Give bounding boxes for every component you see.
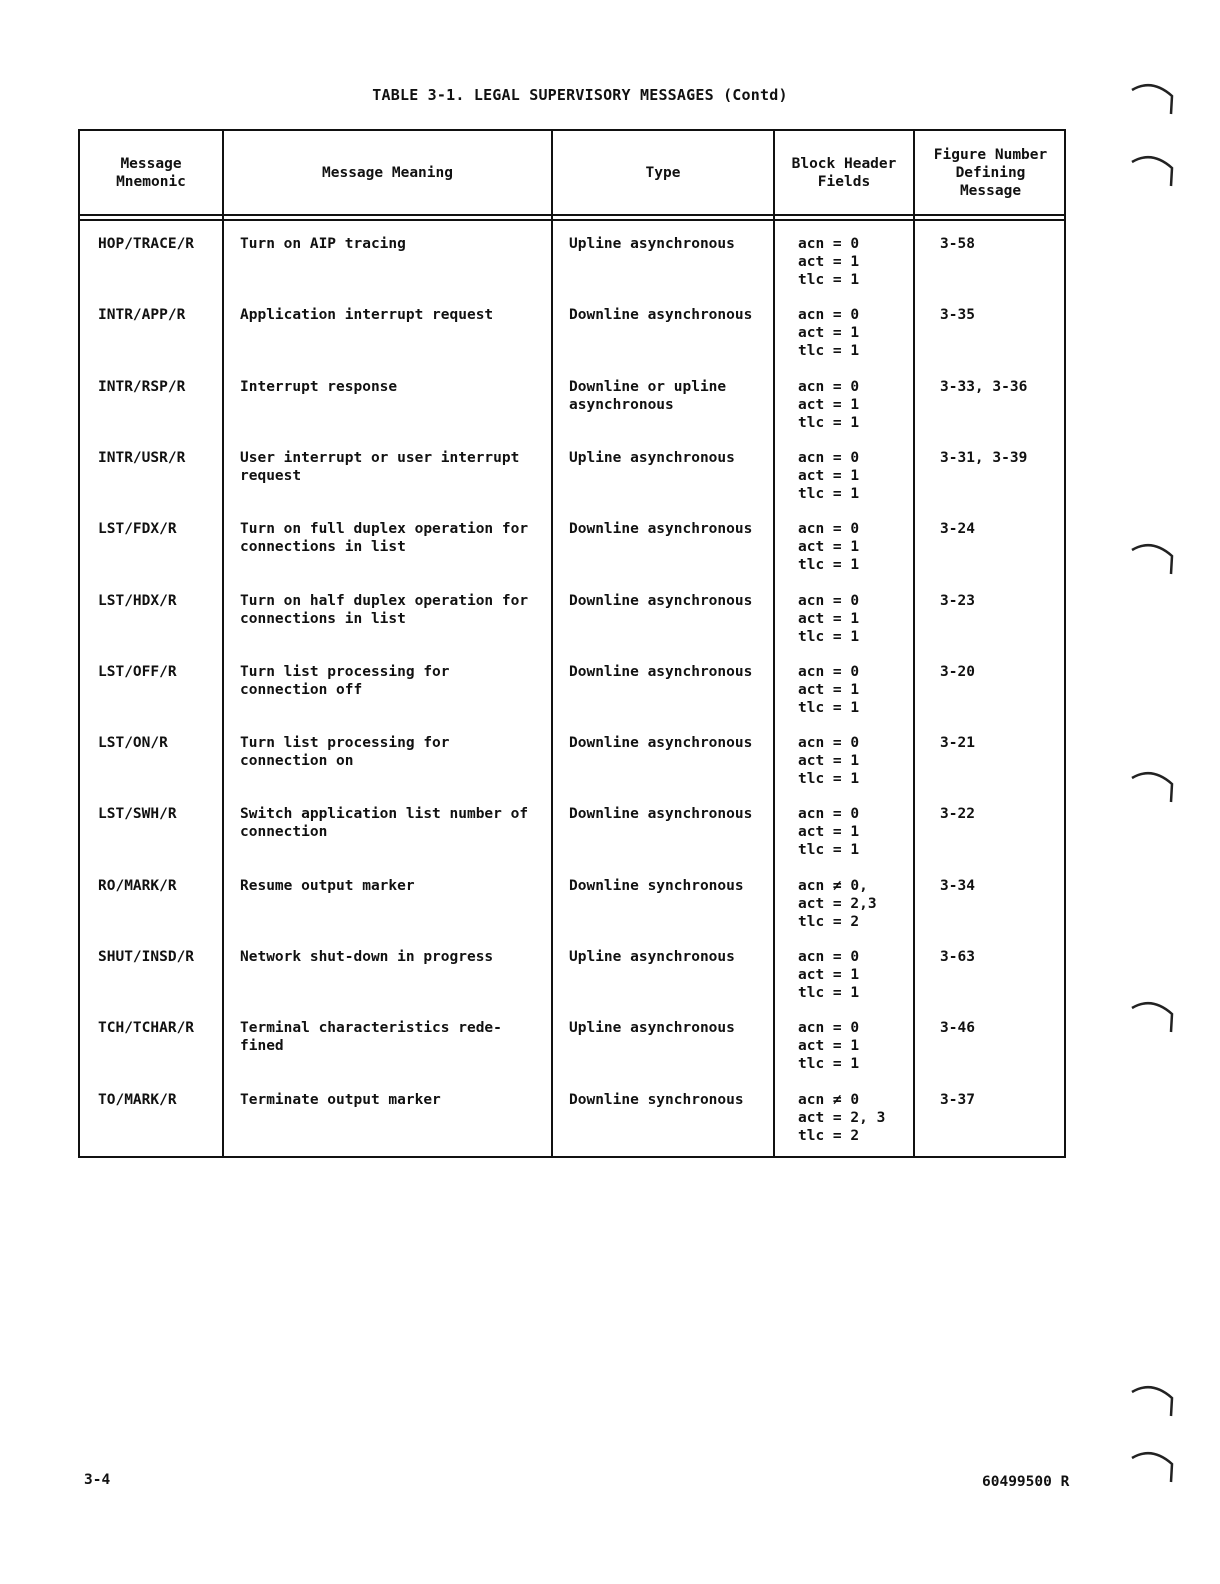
- type-cell: Downline asynchronous: [569, 735, 753, 751]
- block-header-fields-cell: acn = 0 act = 1 tlc = 1: [798, 307, 860, 359]
- type-cell: Downline asynchronous: [569, 806, 753, 822]
- mnemonic-cell: LST/HDX/R: [98, 593, 177, 609]
- type-cell: Downline or upline asynchronous: [569, 379, 727, 413]
- type-cell: Downline asynchronous: [569, 593, 753, 609]
- meaning-cell: Turn on full duplex operation for connections in list: [240, 521, 529, 555]
- mnemonic-cell: RO/MARK/R: [98, 878, 177, 894]
- figure-number-cell: 3-33, 3-36: [940, 379, 1028, 395]
- figure-number-cell: 3-63: [940, 949, 975, 965]
- page-number: 3-4: [84, 1472, 111, 1488]
- figure-number-cell: 3-35: [940, 307, 975, 323]
- block-header-fields-cell: acn ≠ 0, act = 2,3 tlc = 2: [798, 878, 877, 930]
- mnemonic-cell: LST/ON/R: [98, 735, 168, 751]
- type-cell: Upline asynchronous: [569, 236, 735, 252]
- block-header-fields-cell: acn = 0 act = 1 tlc = 1: [798, 593, 860, 645]
- mnemonic-cell: HOP/TRACE/R: [98, 236, 195, 252]
- punch-hole-mark: [1128, 994, 1178, 1034]
- meaning-cell: Terminal characteristics rede- fined: [240, 1020, 502, 1054]
- block-header-fields-cell: acn = 0 act = 1 tlc = 1: [798, 236, 860, 288]
- mnemonic-cell: INTR/RSP/R: [98, 379, 186, 395]
- meaning-cell: Turn on half duplex operation for connections in list: [240, 593, 529, 627]
- mnemonic-cell: TO/MARK/R: [98, 1092, 177, 1108]
- column-divider: [913, 131, 915, 1156]
- type-cell: Upline asynchronous: [569, 1020, 735, 1036]
- block-header-fields-cell: acn = 0 act = 1 tlc = 1: [798, 949, 860, 1001]
- table-title: TABLE 3-1. LEGAL SUPERVISORY MESSAGES (Contd): [372, 86, 788, 104]
- mnemonic-cell: LST/OFF/R: [98, 664, 177, 680]
- meaning-cell: Interrupt response: [240, 379, 398, 395]
- figure-number-cell: 3-20: [940, 664, 975, 680]
- block-header-fields-cell: acn = 0 act = 1 tlc = 1: [798, 735, 860, 787]
- supervisory-messages-table: [78, 129, 1066, 1158]
- figure-number-cell: 3-58: [940, 236, 975, 252]
- meaning-cell: Turn on AIP tracing: [240, 236, 406, 252]
- figure-number-cell: 3-34: [940, 878, 975, 894]
- column-header-figure-number: Figure Number Defining Message: [933, 147, 1048, 199]
- meaning-cell: Turn list processing for connection off: [240, 664, 450, 698]
- block-header-fields-cell: acn = 0 act = 1 tlc = 1: [798, 806, 860, 858]
- meaning-cell: Application interrupt request: [240, 307, 494, 323]
- header-rule: [80, 219, 1064, 221]
- figure-number-cell: 3-24: [940, 521, 975, 537]
- figure-number-cell: 3-46: [940, 1020, 975, 1036]
- column-header-type: Type: [645, 165, 681, 181]
- block-header-fields-cell: acn = 0 act = 1 tlc = 1: [798, 664, 860, 716]
- type-cell: Downline synchronous: [569, 878, 744, 894]
- column-divider: [551, 131, 553, 1156]
- meaning-cell: Terminate output marker: [240, 1092, 441, 1108]
- mnemonic-cell: INTR/APP/R: [98, 307, 186, 323]
- punch-hole-mark: [1128, 764, 1178, 804]
- type-cell: Downline asynchronous: [569, 664, 753, 680]
- mnemonic-cell: TCH/TCHAR/R: [98, 1020, 195, 1036]
- type-cell: Upline asynchronous: [569, 949, 735, 965]
- punch-hole-mark: [1128, 148, 1178, 188]
- type-cell: Upline asynchronous: [569, 450, 735, 466]
- mnemonic-cell: SHUT/INSD/R: [98, 949, 195, 965]
- mnemonic-cell: INTR/USR/R: [98, 450, 186, 466]
- column-header-mnemonic: Message Mnemonic: [116, 156, 186, 190]
- figure-number-cell: 3-21: [940, 735, 975, 751]
- type-cell: Downline asynchronous: [569, 521, 753, 537]
- meaning-cell: User interrupt or user interrupt request: [240, 450, 520, 484]
- block-header-fields-cell: acn = 0 act = 1 tlc = 1: [798, 521, 860, 573]
- figure-number-cell: 3-22: [940, 806, 975, 822]
- meaning-cell: Resume output marker: [240, 878, 415, 894]
- figure-number-cell: 3-23: [940, 593, 975, 609]
- block-header-fields-cell: acn = 0 act = 1 tlc = 1: [798, 450, 860, 502]
- punch-hole-mark: [1128, 1444, 1178, 1484]
- figure-number-cell: 3-31, 3-39: [940, 450, 1028, 466]
- meaning-cell: Network shut-down in progress: [240, 949, 494, 965]
- block-header-fields-cell: acn ≠ 0 act = 2, 3 tlc = 2: [798, 1092, 886, 1144]
- type-cell: Downline synchronous: [569, 1092, 744, 1108]
- mnemonic-cell: LST/FDX/R: [98, 521, 177, 537]
- punch-hole-mark: [1128, 536, 1178, 576]
- mnemonic-cell: LST/SWH/R: [98, 806, 177, 822]
- column-divider: [222, 131, 224, 1156]
- block-header-fields-cell: acn = 0 act = 1 tlc = 1: [798, 379, 860, 431]
- punch-hole-mark: [1128, 76, 1178, 116]
- column-divider: [773, 131, 775, 1156]
- meaning-cell: Switch application list number of connection: [240, 806, 529, 840]
- punch-hole-mark: [1128, 1378, 1178, 1418]
- figure-number-cell: 3-37: [940, 1092, 975, 1108]
- column-header-block-header-fields: Block Header Fields: [791, 156, 897, 190]
- type-cell: Downline asynchronous: [569, 307, 753, 323]
- document-number: 60499500 R: [982, 1474, 1070, 1490]
- block-header-fields-cell: acn = 0 act = 1 tlc = 1: [798, 1020, 860, 1072]
- meaning-cell: Turn list processing for connection on: [240, 735, 450, 769]
- column-header-meaning: Message Meaning: [322, 165, 453, 181]
